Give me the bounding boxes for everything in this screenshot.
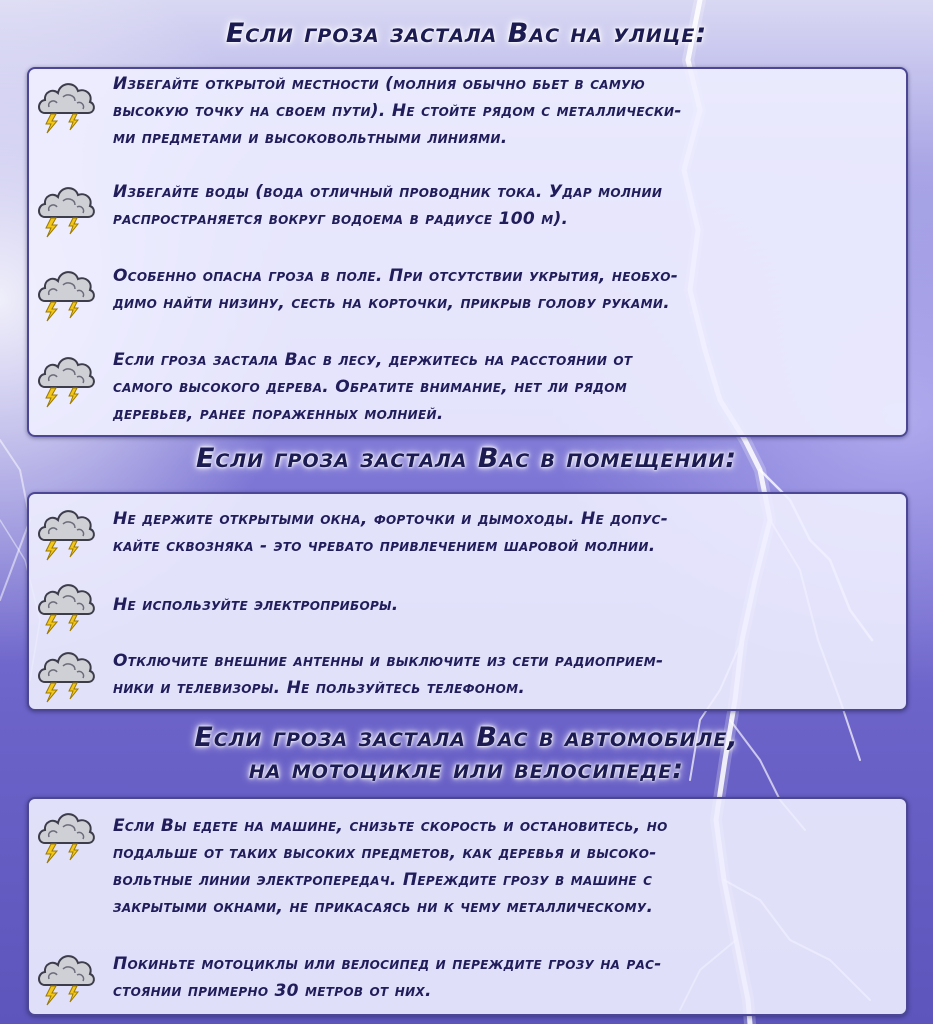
tip-text	[113, 179, 893, 233]
tip-line: вольтные линии электропередач. Переждите грозу в машине с	[113, 870, 653, 890]
list-item	[29, 261, 906, 331]
storm-cloud-icon	[35, 803, 97, 867]
tip-line: димо найти низину, сесть на корточки, прикрыв голову руками.	[113, 293, 670, 313]
tip-line: стоянии примерно 30 метров от них.	[113, 981, 432, 1001]
tip-line: распространяется вокруг водоема в радиусе 100 м).	[113, 209, 569, 229]
info-box-vehicle	[27, 797, 908, 1016]
section-heading-indoors: Если гроза застала Вас в помещении:	[195, 443, 738, 474]
storm-cloud-icon	[35, 261, 97, 325]
info-box-street	[27, 67, 908, 437]
tip-line: Особенно опасна гроза в поле. При отсутствии укрытия, необхо-	[113, 266, 679, 286]
tip-line: подальше от таких высоких предметов, как деревья и высоко-	[113, 843, 657, 863]
list-item	[29, 347, 906, 433]
tip-line: Не используйте электроприборы.	[113, 595, 399, 615]
section-heading-line2: на мотоцикле или велосипеде:	[248, 754, 685, 785]
tip-line: закрытыми окнами, не прикасаясь ни к чему металлическому.	[113, 897, 654, 917]
section-heading-street: Если гроза застала Вас на улице:	[225, 18, 708, 49]
list-item	[29, 71, 906, 161]
tip-text	[113, 71, 893, 152]
tip-text	[113, 347, 893, 428]
tip-line: ники и телевизоры. Не пользуйтесь телефоном.	[113, 678, 526, 698]
storm-cloud-icon	[35, 500, 97, 564]
tip-line: Если гроза застала Вас в лесу, держитесь на расстоянии от	[113, 350, 633, 370]
tip-text	[113, 648, 893, 702]
tip-line: ми предметами и высоковольтными линиями.	[113, 128, 508, 148]
tip-line: Не держите открытыми окна, форточки и дымоходы. Не допус-	[113, 509, 669, 529]
tip-line: самого высокого дерева. Обратите внимание, нет ли рядом	[113, 377, 628, 397]
tip-line: Избегайте открытой местности (молния обычно бьет в самую	[113, 74, 646, 94]
storm-cloud-icon	[35, 642, 97, 706]
list-item	[29, 574, 906, 638]
list-item	[29, 801, 906, 921]
tip-line: высокую точку на своем пути). Не стойте рядом с металлически-	[113, 101, 682, 121]
tip-text	[113, 263, 893, 317]
list-item	[29, 642, 906, 706]
tip-line: Если Вы едете на машине, снизьте скорость и остановитесь, но	[113, 816, 668, 836]
info-box-indoors	[27, 492, 908, 711]
storm-cloud-icon	[35, 177, 97, 241]
tip-line: деревьев, ранее пораженных молнией.	[113, 404, 444, 424]
list-item	[29, 500, 906, 572]
storm-cloud-icon	[35, 945, 97, 1009]
tip-line: Отключите внешние антенны и выключите из сети радиоприем-	[113, 651, 664, 671]
tip-line: кайте сквозняка - это чревато привлечением шаровой молнии.	[113, 536, 656, 556]
tip-text	[113, 813, 893, 921]
section-heading-vehicle	[0, 722, 933, 786]
storm-cloud-icon	[35, 574, 97, 638]
section-heading-line1: Если гроза застала Вас в автомобиле,	[194, 722, 739, 753]
tip-line: Избегайте воды (вода отличный проводник тока. Удар молнии	[113, 182, 663, 202]
list-item	[29, 943, 906, 1011]
storm-cloud-icon	[35, 73, 97, 137]
tip-text	[113, 592, 893, 619]
tip-line: Покиньте мотоциклы или велосипед и переждите грозу на рас-	[113, 954, 662, 974]
tip-text	[113, 506, 893, 560]
storm-cloud-icon	[35, 347, 97, 411]
tip-text	[113, 951, 893, 1005]
list-item	[29, 177, 906, 247]
